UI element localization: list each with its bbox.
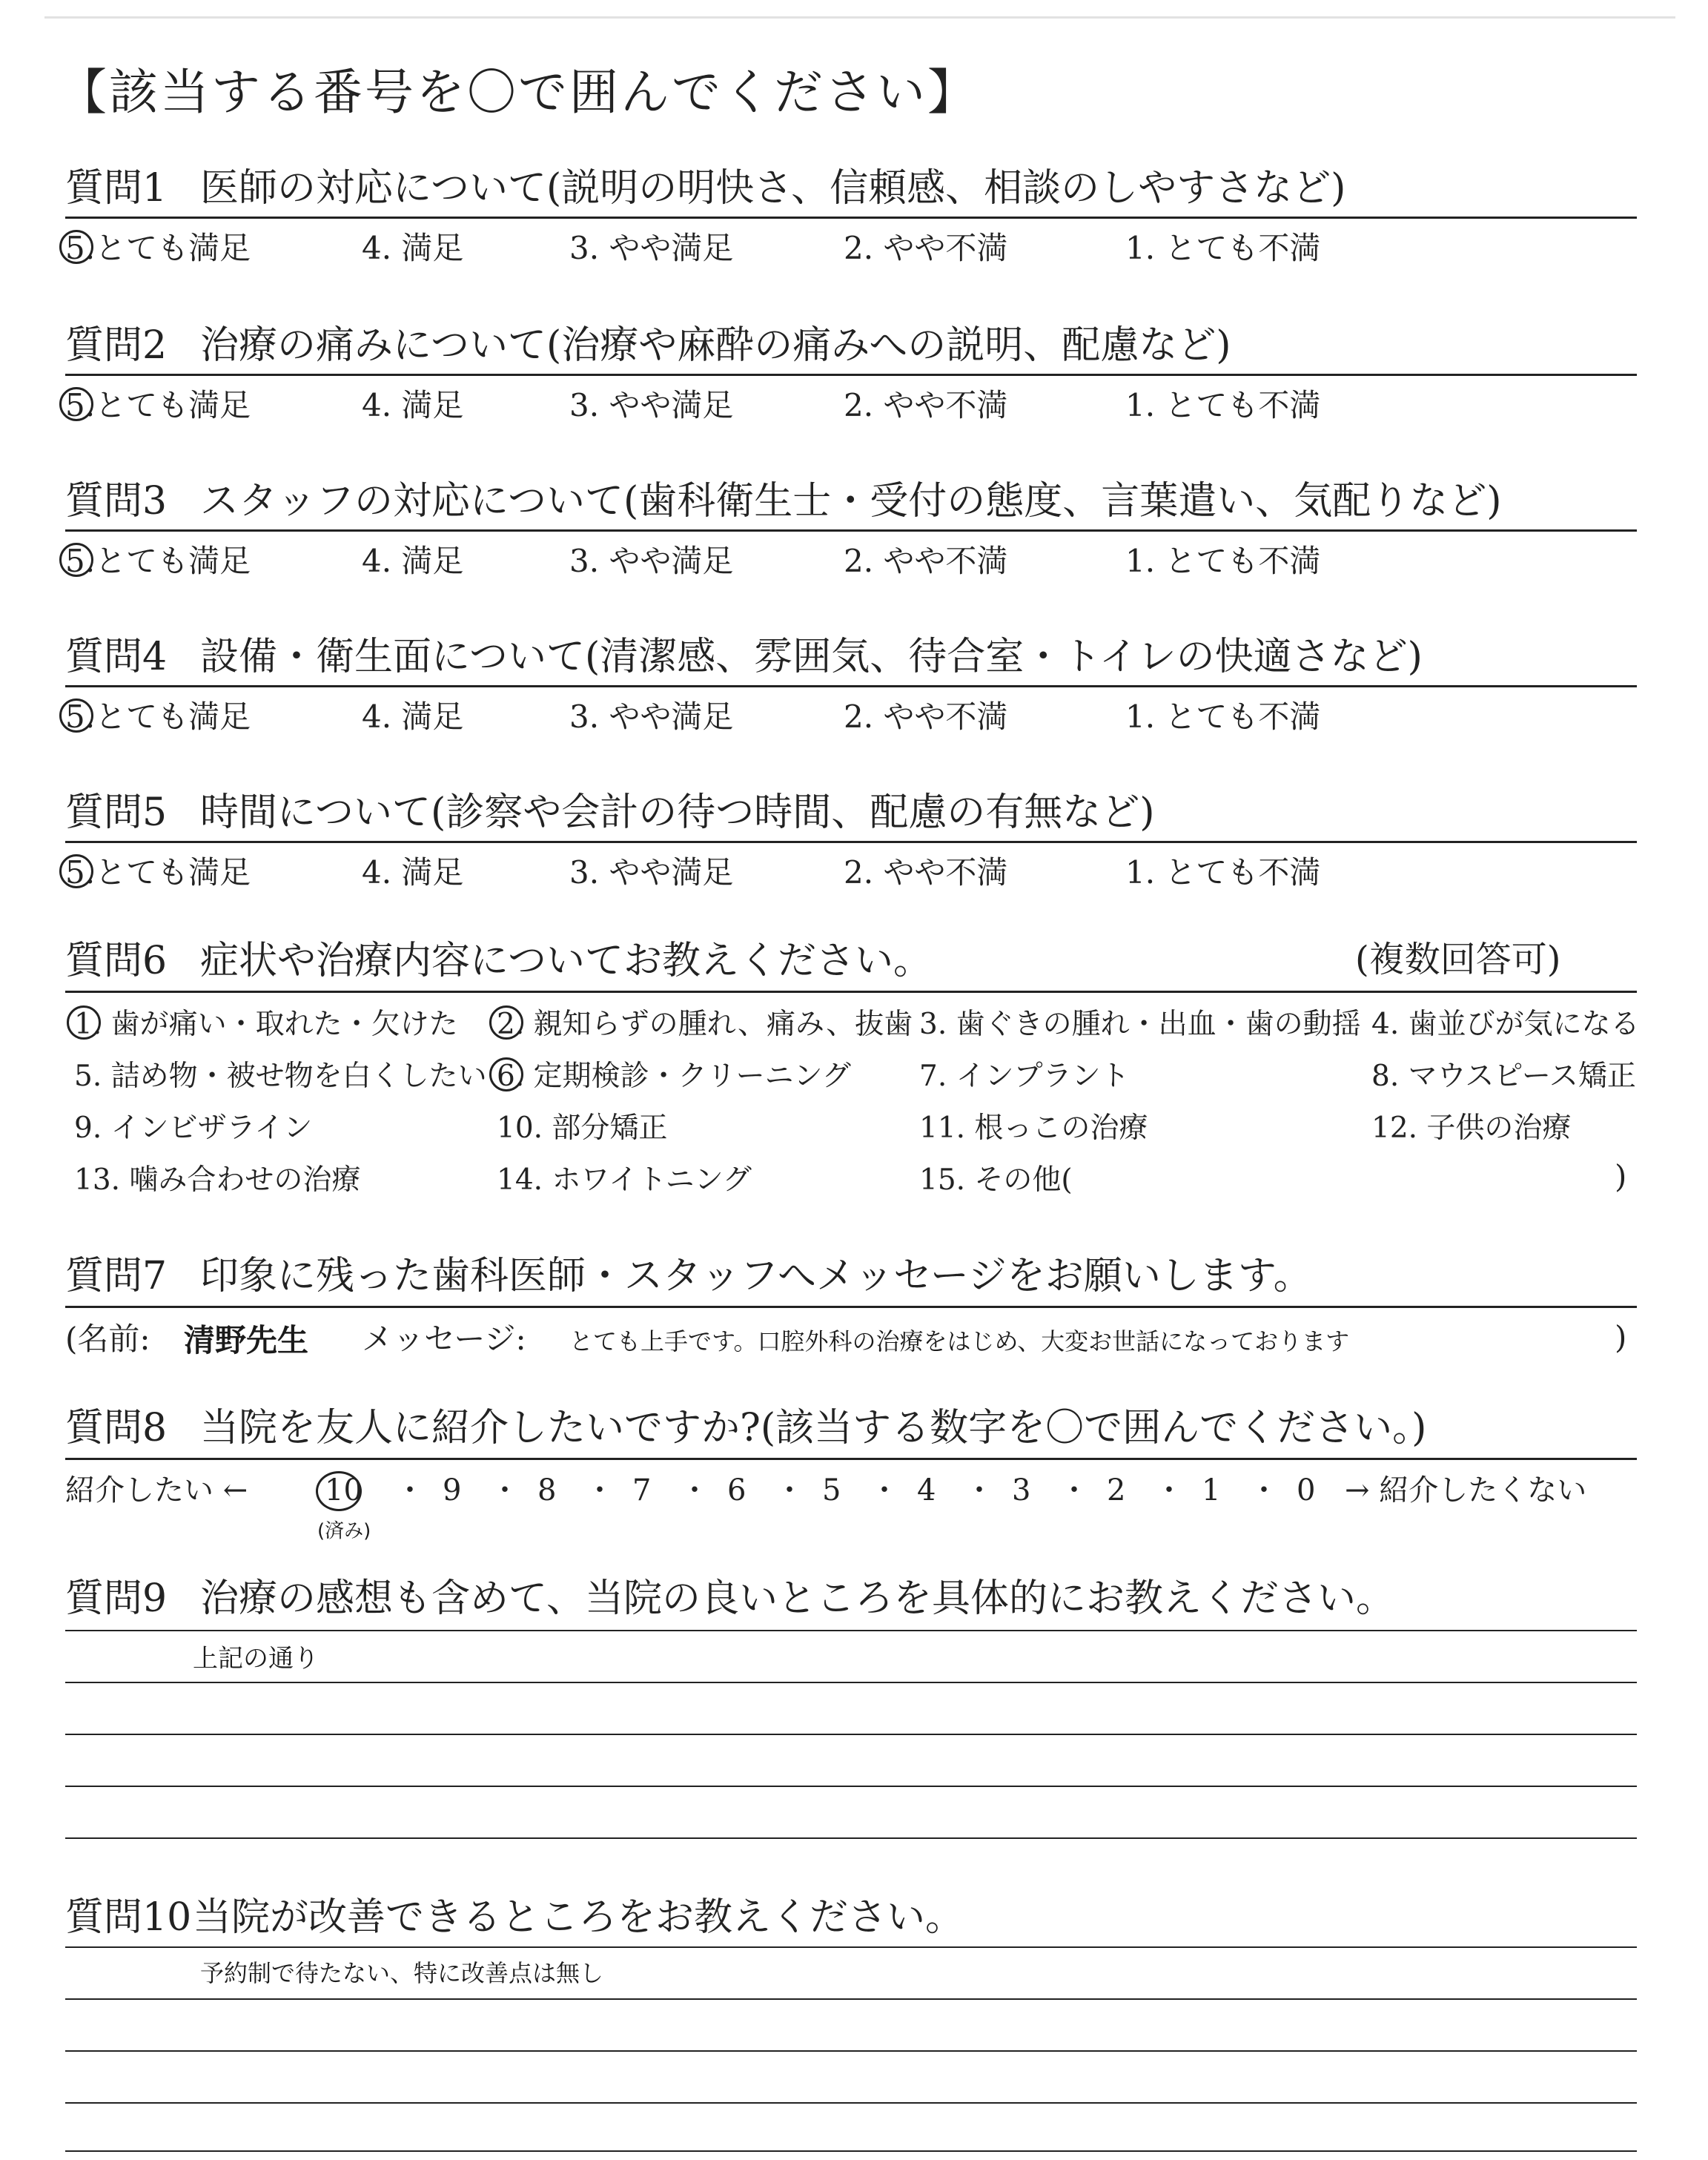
rating-option[interactable]: 5.とても満足 bbox=[65, 698, 251, 735]
top-border bbox=[44, 16, 1675, 19]
question-number: 質問7 bbox=[65, 1254, 168, 1298]
question-text: 当院を友人に紹介したいですか?(該当する数字を〇で囲んでください。) bbox=[200, 1406, 1427, 1450]
page-title: 【該当する番号を〇で囲んでください】 bbox=[58, 64, 979, 121]
scale-separator: ・ bbox=[1249, 1473, 1279, 1507]
question-4-heading bbox=[65, 635, 1423, 679]
symptom-option[interactable]: 7. インプラント bbox=[919, 1060, 1130, 1093]
answer-line bbox=[65, 1786, 1637, 1787]
answer-line bbox=[65, 1682, 1637, 1683]
symptom-option[interactable]: 2. 親知らずの腫れ、痛み、抜歯 bbox=[497, 1008, 913, 1041]
multiple-answer-note: (複数回答可) bbox=[1355, 939, 1561, 980]
symptom-option[interactable]: 4. 歯並びが気になる bbox=[1371, 1008, 1640, 1041]
rating-option[interactable]: 1. とても不満 bbox=[1125, 230, 1321, 266]
question-text: スタッフの対応について(歯科衛生士・受付の態度、言葉遣い、気配りなど) bbox=[200, 479, 1502, 524]
scale-number[interactable]: 6 bbox=[727, 1473, 747, 1507]
question-text: 医師の対応について(説明の明快さ、信頼感、相談のしやすさなど) bbox=[200, 166, 1346, 211]
question-2 bbox=[65, 323, 1637, 497]
question-text: 当院が改善できるところをお教えください。 bbox=[193, 1895, 964, 1940]
rating-option[interactable]: 3. やや満足 bbox=[569, 698, 734, 735]
question-text: 治療の痛みについて(治療や麻酔の痛みへの説明、配慮など) bbox=[200, 323, 1231, 368]
rating-option[interactable]: 4. 満足 bbox=[362, 543, 464, 579]
selected-answer-circle bbox=[59, 230, 93, 264]
question-text: 設備・衛生面について(清潔感、雰囲気、待合室・トイレの快適さなど) bbox=[200, 635, 1423, 679]
question-text: 時間について(診察や会計の待つ時間、配慮の有無など) bbox=[200, 790, 1155, 835]
scale-separator: ・ bbox=[680, 1473, 709, 1507]
question-text: 印象に残った歯科医師・スタッフへメッセージをお願いします。 bbox=[200, 1254, 1312, 1298]
question-rule bbox=[65, 1306, 1637, 1308]
rating-option[interactable]: 4. 満足 bbox=[362, 230, 464, 266]
question-5-heading bbox=[65, 790, 1155, 835]
answer-line bbox=[65, 1630, 1637, 1631]
rating-option[interactable]: 1. とても不満 bbox=[1125, 854, 1321, 891]
scale-number[interactable]: 7 bbox=[632, 1473, 652, 1507]
recommend-left-label: 紹介したい ← bbox=[65, 1473, 248, 1507]
question-10 bbox=[65, 1895, 1637, 1943]
answer-line bbox=[65, 1998, 1637, 2000]
question-rule bbox=[65, 529, 1637, 532]
recommend-right-label: → 紹介したくない bbox=[1345, 1473, 1587, 1507]
question-number: 質問1 bbox=[65, 166, 168, 211]
rating-option[interactable]: 2. やや不満 bbox=[844, 543, 1008, 579]
answer-line bbox=[65, 1837, 1637, 1839]
scale-number[interactable]: 0 bbox=[1297, 1473, 1316, 1507]
scale-separator: ・ bbox=[585, 1473, 615, 1507]
symptom-option[interactable]: 12. 子供の治療 bbox=[1371, 1112, 1572, 1145]
scale-separator: ・ bbox=[1059, 1473, 1089, 1507]
rating-option[interactable]: 5.とても満足 bbox=[65, 854, 251, 891]
rating-option[interactable]: 3. やや満足 bbox=[569, 230, 734, 266]
question-8 bbox=[65, 1406, 1637, 1557]
other-closing-paren: ) bbox=[1615, 1158, 1627, 1195]
question-number: 質問6 bbox=[65, 939, 168, 983]
question-6-heading bbox=[65, 939, 932, 983]
question-1 bbox=[65, 166, 1637, 340]
answer-line bbox=[65, 2050, 1637, 2052]
rating-option[interactable]: 3. やや満足 bbox=[569, 543, 734, 579]
scale-number[interactable]: 5 bbox=[822, 1473, 841, 1507]
selected-answer-circle bbox=[59, 854, 93, 888]
question-7 bbox=[65, 1254, 1637, 1375]
question-3-heading bbox=[65, 479, 1502, 524]
rating-option[interactable]: 3. やや満足 bbox=[569, 387, 734, 423]
scale-number[interactable]: 9 bbox=[443, 1473, 462, 1507]
question-number: 質問3 bbox=[65, 479, 168, 524]
rating-option[interactable]: 5.とても満足 bbox=[65, 387, 251, 423]
scale-number[interactable]: 10 bbox=[325, 1473, 363, 1507]
handwritten-note: (済み) bbox=[317, 1520, 371, 1542]
rating-option[interactable]: 2. やや不満 bbox=[844, 854, 1008, 891]
question-rule bbox=[65, 1458, 1637, 1460]
question-rule bbox=[65, 841, 1637, 843]
scale-number[interactable]: 1 bbox=[1202, 1473, 1221, 1507]
symptom-option[interactable]: 9. インビザライン bbox=[74, 1112, 313, 1145]
question-number: 質問5 bbox=[65, 790, 168, 835]
question-7-heading bbox=[65, 1254, 1312, 1298]
selected-answer-circle bbox=[59, 698, 93, 733]
handwritten-message: とても上手です。口腔外科の治療をはじめ、大変お世話になっております bbox=[569, 1327, 1350, 1355]
symptom-option[interactable]: 3. 歯ぐきの腫れ・出血・歯の動揺 bbox=[919, 1008, 1361, 1041]
question-8-heading bbox=[65, 1406, 1427, 1450]
question-rule bbox=[65, 991, 1637, 993]
question-rule bbox=[65, 374, 1637, 376]
answer-line bbox=[65, 2102, 1637, 2104]
symptom-option[interactable]: 5. 詰め物・被せ物を白くしたい bbox=[74, 1060, 487, 1093]
question-number: 質問2 bbox=[65, 323, 168, 368]
question-10-heading bbox=[65, 1895, 964, 1940]
question-number: 質問10 bbox=[65, 1895, 192, 1940]
selected-answer-circle bbox=[489, 1057, 523, 1091]
handwritten-name: 清野先生 bbox=[184, 1322, 309, 1358]
question-4 bbox=[65, 635, 1637, 808]
rating-option[interactable]: 2. やや不満 bbox=[844, 387, 1008, 423]
question-number: 質問4 bbox=[65, 635, 168, 679]
scale-separator: ・ bbox=[490, 1473, 520, 1507]
symptom-option[interactable]: 15. その他( bbox=[919, 1163, 1073, 1197]
question-text: 症状や治療内容についてお教えください。 bbox=[200, 939, 932, 983]
scale-separator: ・ bbox=[964, 1473, 994, 1507]
symptom-option[interactable]: 1. 歯が痛い・取れた・欠けた bbox=[74, 1008, 458, 1041]
scale-separator: ・ bbox=[395, 1473, 425, 1507]
message-label: メッセージ: bbox=[362, 1321, 526, 1357]
selected-answer-circle bbox=[59, 387, 93, 421]
rating-option[interactable]: 2. やや不満 bbox=[844, 698, 1008, 735]
question-3 bbox=[65, 479, 1637, 653]
scale-number[interactable]: 3 bbox=[1012, 1473, 1031, 1507]
scale-number[interactable]: 2 bbox=[1107, 1473, 1126, 1507]
symptom-option[interactable]: 14. ホワイトニング bbox=[497, 1163, 752, 1197]
answer-line bbox=[65, 2150, 1637, 2152]
question-6 bbox=[65, 939, 1640, 1209]
question-9 bbox=[65, 1576, 1637, 1624]
symptom-option[interactable]: 8. マウスピース矯正 bbox=[1371, 1060, 1636, 1093]
symptom-option[interactable]: 11. 根っこの治療 bbox=[919, 1112, 1148, 1145]
rating-option[interactable]: 1. とても不満 bbox=[1125, 387, 1321, 423]
symptom-option[interactable]: 6. 定期検診・クリーニング bbox=[497, 1060, 851, 1093]
question-number: 質問9 bbox=[65, 1576, 168, 1621]
question-rule bbox=[65, 685, 1637, 687]
scale-separator: ・ bbox=[775, 1473, 804, 1507]
selected-answer-circle bbox=[67, 1005, 101, 1040]
symptom-option[interactable]: 13. 噛み合わせの治療 bbox=[74, 1163, 361, 1197]
question-rule bbox=[65, 217, 1637, 219]
rating-option[interactable]: 4. 満足 bbox=[362, 698, 464, 735]
rating-option[interactable]: 3. やや満足 bbox=[569, 854, 734, 891]
rating-option[interactable]: 2. やや不満 bbox=[844, 230, 1008, 266]
selected-answer-circle bbox=[59, 543, 93, 577]
scale-separator: ・ bbox=[1154, 1473, 1184, 1507]
answer-line bbox=[65, 1734, 1637, 1735]
rating-option[interactable]: 1. とても不満 bbox=[1125, 543, 1321, 579]
handwritten-answer-10: 予約制で待たない、特に改善点は無し bbox=[200, 1959, 604, 1987]
rating-option[interactable]: 5.とても満足 bbox=[65, 543, 251, 579]
scale-number[interactable]: 4 bbox=[917, 1473, 936, 1507]
question-2-heading bbox=[65, 323, 1231, 368]
rating-option[interactable]: 1. とても不満 bbox=[1125, 698, 1321, 735]
rating-option[interactable]: 5.とても満足 bbox=[65, 230, 251, 266]
rating-option[interactable]: 4. 満足 bbox=[362, 387, 464, 423]
question-1-heading bbox=[65, 166, 1346, 211]
answer-line bbox=[65, 1946, 1637, 1948]
question-number: 質問8 bbox=[65, 1406, 168, 1450]
scale-separator: ・ bbox=[870, 1473, 899, 1507]
name-label: (名前: bbox=[65, 1321, 150, 1357]
selected-answer-circle bbox=[316, 1471, 362, 1511]
handwritten-answer-9: 上記の通り bbox=[193, 1644, 319, 1674]
selected-answer-circle bbox=[489, 1005, 523, 1040]
scale-number[interactable]: 8 bbox=[537, 1473, 557, 1507]
symptom-option[interactable]: 10. 部分矯正 bbox=[497, 1112, 668, 1145]
question-text: 治療の感想も含めて、当院の良いところを具体的にお教えください。 bbox=[200, 1576, 1394, 1621]
question-9-heading bbox=[65, 1576, 1394, 1621]
rating-option[interactable]: 4. 満足 bbox=[362, 854, 464, 891]
name-closing-paren: ) bbox=[1615, 1319, 1627, 1355]
